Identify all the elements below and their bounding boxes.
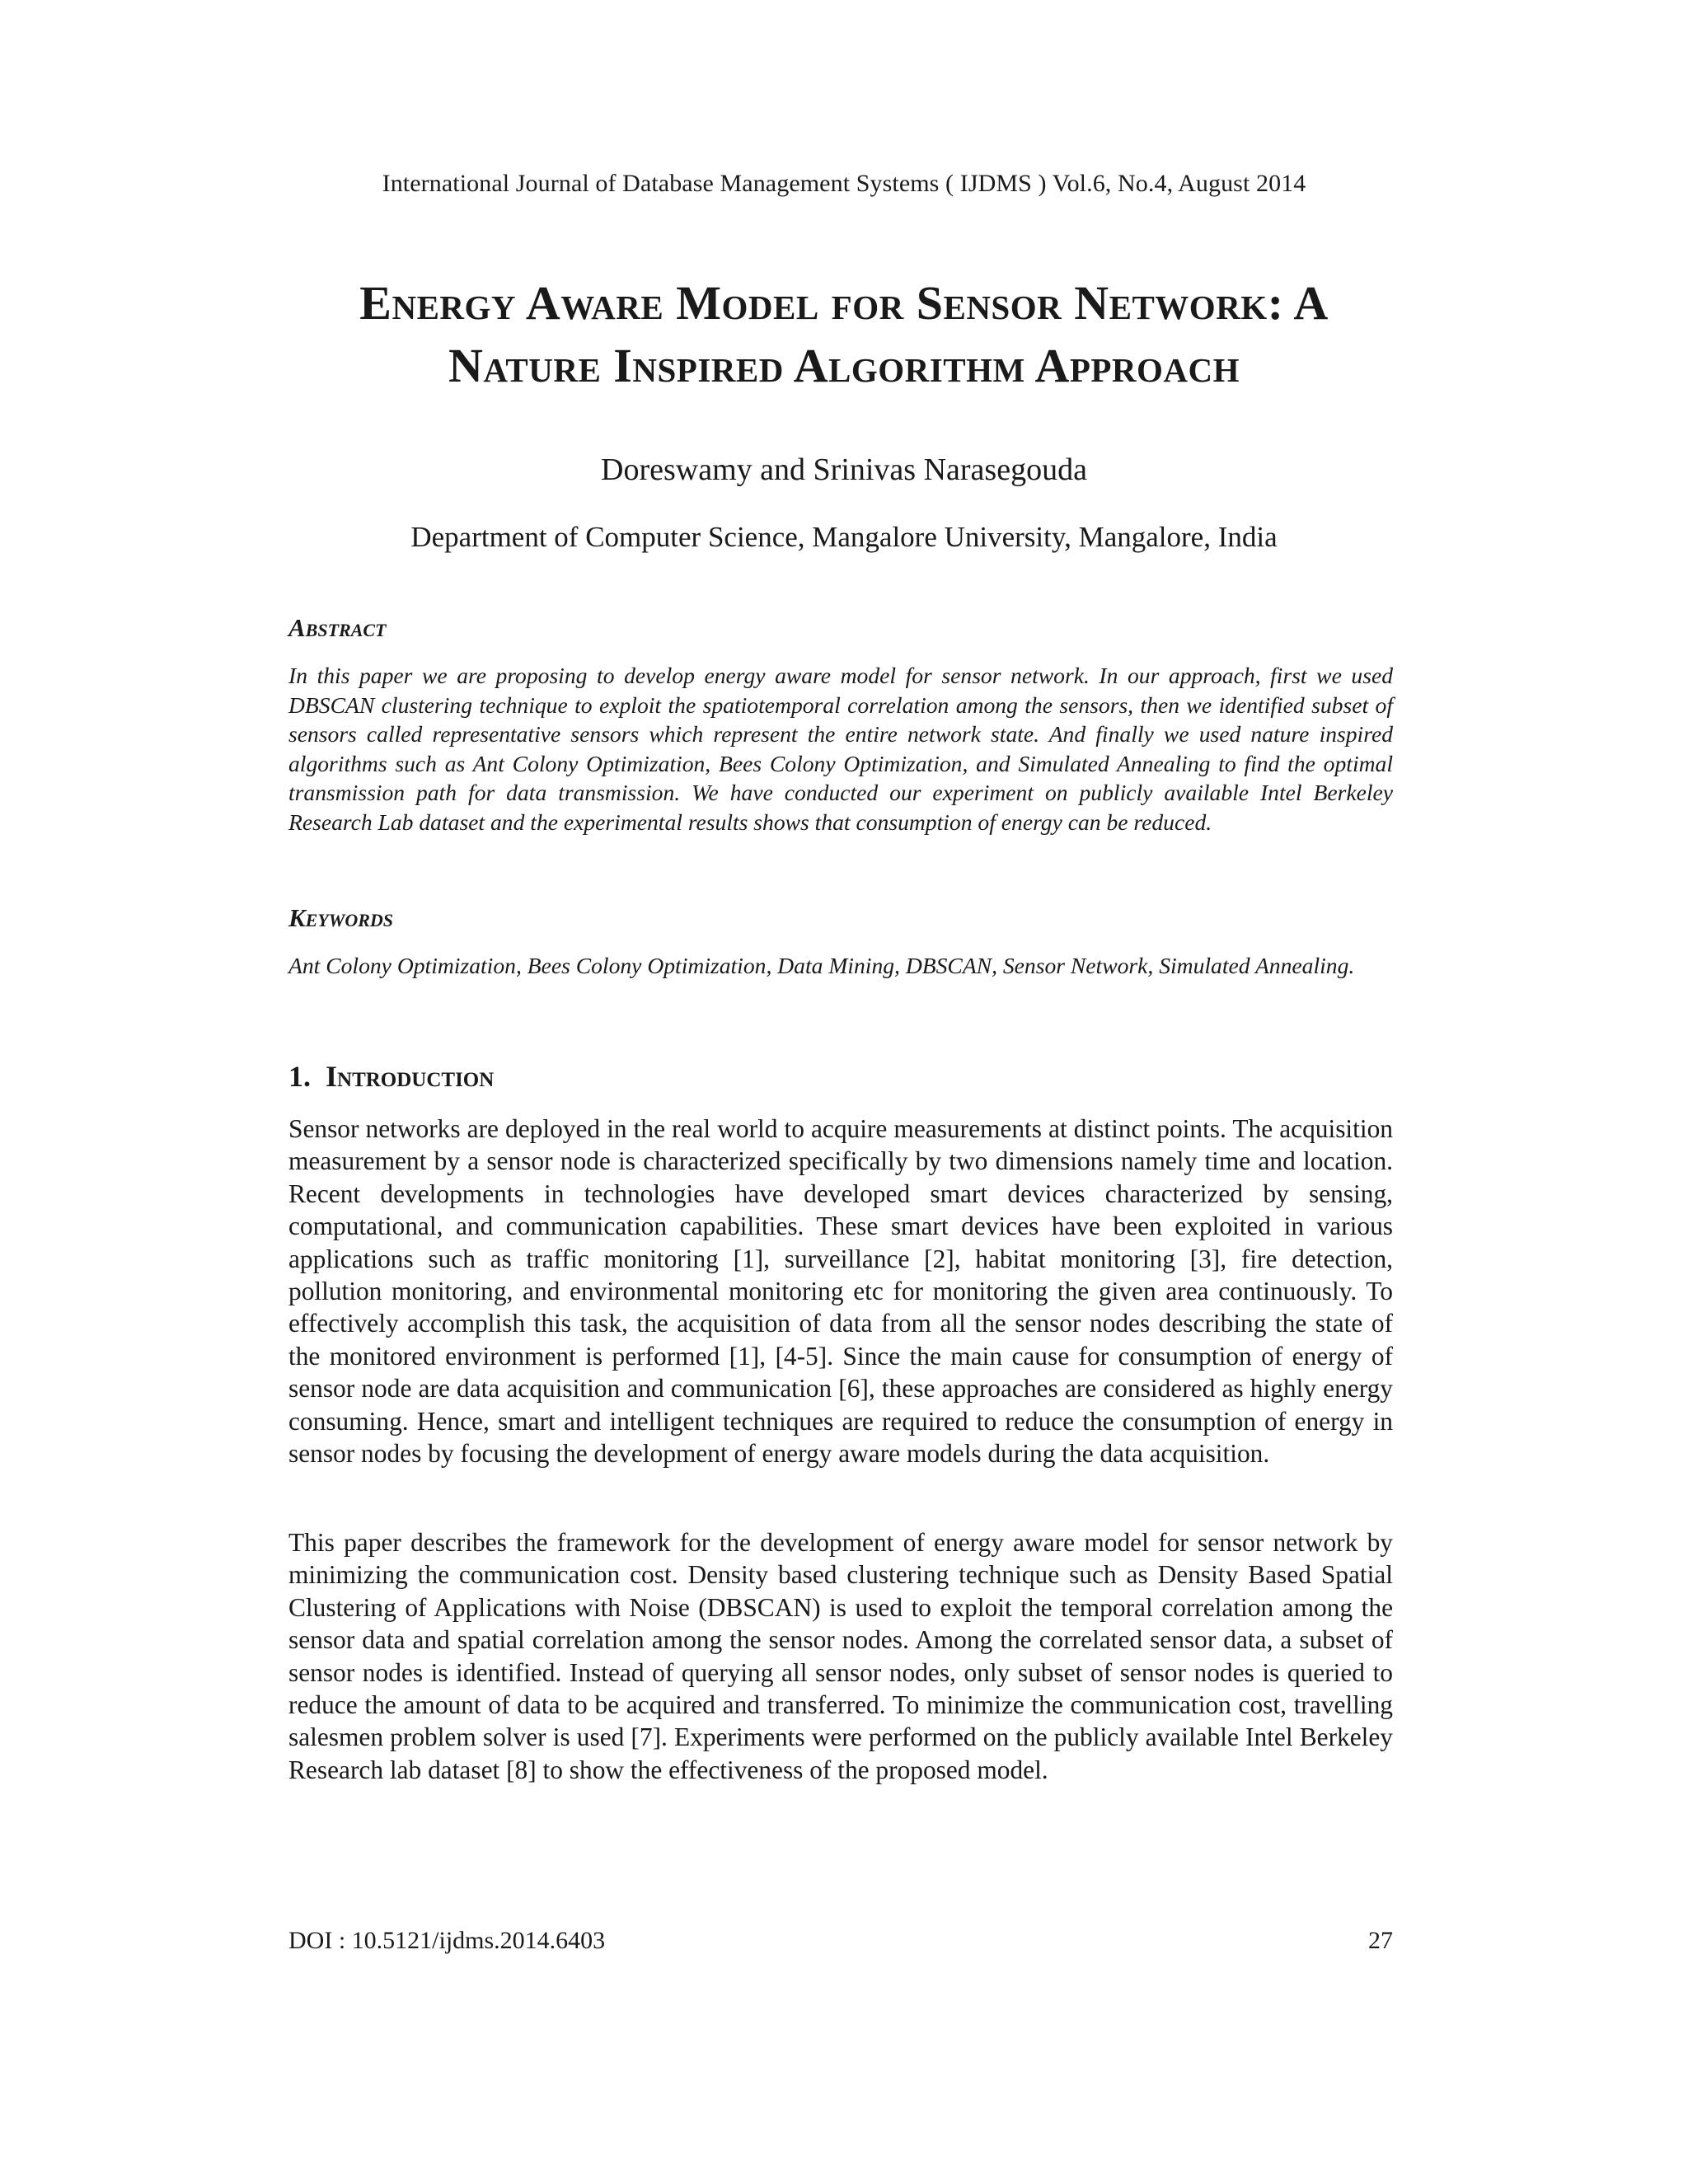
section-title: Introduction xyxy=(326,1060,495,1093)
abstract-heading: Abstract xyxy=(288,613,387,642)
paper-title xyxy=(165,272,1523,397)
footer-doi: DOI : 10.5121/ijdms.2014.6403 xyxy=(288,1927,606,1954)
authors: Doreswamy and Srinivas Narasegouda xyxy=(601,452,1087,487)
introduction-paragraph-2: This paper describes the framework for the development of energy aware model for sensor network by minimizing the communication cost. Density based clustering technique such as Density Based Spatial Clustering of Applications with Noise (DBSCAN) is used to exploit the temporal correlation among the sensor data and spatial correlation among the sensor nodes. Among the correlated sensor data, a subset of sensor nodes is identified. Instead of querying all sensor nodes, only subset of sensor nodes is queried to reduce the amount of data to be acquired and transferred. To minimize the communication cost, travelling salesmen problem solver is used [7]. Experiments were performed on the publicly available Intel Berkeley Research lab dataset [8] to show the effectiveness of the proposed model. xyxy=(288,1528,1393,1784)
keywords-text: Ant Colony Optimization, Bees Colony Optimization, Data Mining, DBSCAN, Sensor Network, Simulated Annealing. xyxy=(288,953,1355,978)
introduction-paragraph-1: Sensor networks are deployed in the real world to acquire measurements at distinct points. The acquisition measurement by a sensor node is characterized specifically by two dimensions namely time and location. Recent developments in technologies have developed smart devices characterized by sensing, computational, and communication capabilities. These smart devices have been exploited in various applications such as traffic monitoring [1], surveillance [2], habitat monitoring [3], fire detection, pollution monitoring, and environmental monitoring etc for monitoring the given area continuously. To effectively accomplish this task, the acquisition of data from all the sensor nodes describing the state of the monitored environment is performed [1], [4-5]. Since the main cause for consumption of energy of sensor node are data acquisition and communication [6], these approaches are considered as highly energy consuming. Hence, smart and intelligent techniques are required to reduce the consumption of energy in sensor nodes by focusing the development of energy aware models during the data acquisition. xyxy=(288,1114,1393,1469)
introduction-heading xyxy=(288,1059,494,1094)
page-number: 27 xyxy=(1368,1927,1393,1954)
affiliation: Department of Computer Science, Mangalore University, Mangalore, India xyxy=(410,521,1278,553)
abstract-text: In this paper we are proposing to develop energy aware model for sensor network. In our approach, first we used DBSCAN clustering technique to exploit the spatiotemporal correlation among the sensors, then we identified subset of sensors called representative sensors which represent the entire network state. And finally we used nature inspired algorithms such as Ant Colony Optimization, Bees Colony Optimization, and Simulated Annealing to find the optimal transmission path for data transmission. We have conducted our experiment on publicly available Intel Berkeley Research Lab dataset and the experimental results shows that consumption of energy can be reduced. xyxy=(288,663,1393,835)
paper-title-line-2: Nature Inspired Algorithm Approach xyxy=(448,339,1240,392)
section-number: 1. xyxy=(288,1060,311,1093)
paper-title-line-1: Energy Aware Model for Sensor Network: A xyxy=(359,276,1329,330)
journal-header: International Journal of Database Management Systems ( IJDMS ) Vol.6, No.4, August 2014 xyxy=(382,170,1306,197)
keywords-heading: Keywords xyxy=(288,903,394,932)
